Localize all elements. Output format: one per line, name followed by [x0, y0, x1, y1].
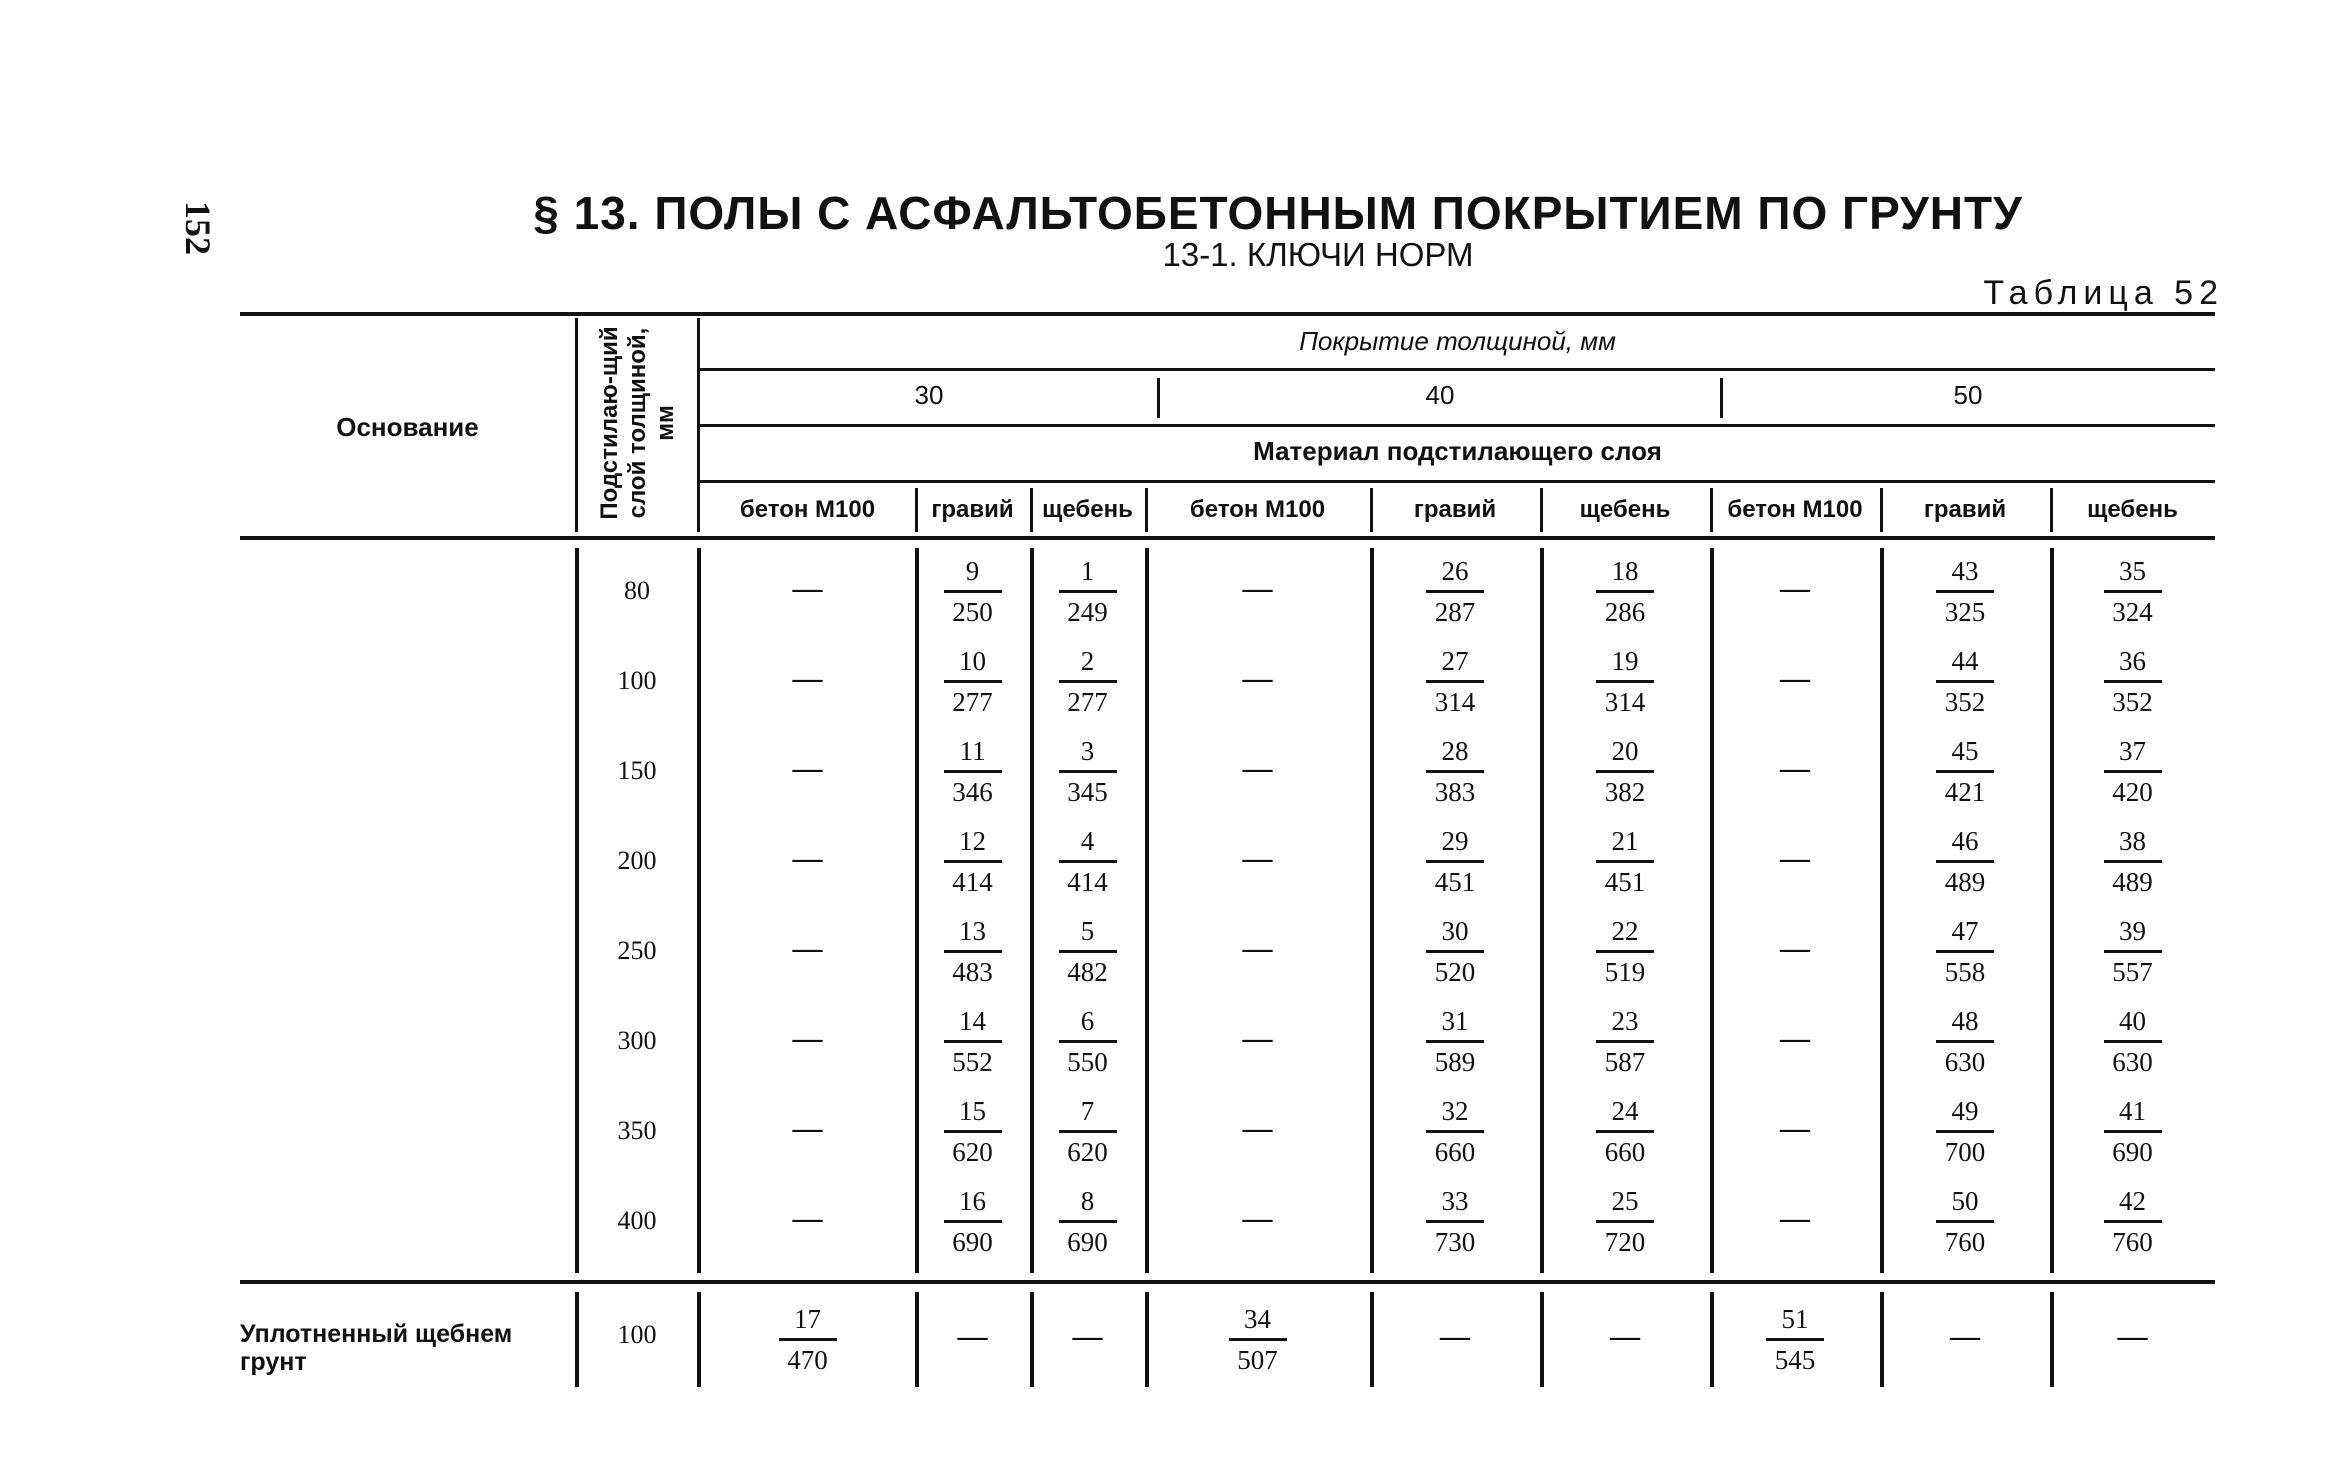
fraction-bar [1936, 1130, 1994, 1133]
fraction-numerator: 6 [1080, 1006, 1095, 1036]
empty-cell-dash: — [792, 932, 823, 965]
fraction-denominator: 483 [952, 957, 993, 987]
empty-cell-dash: — [1780, 1022, 1810, 1055]
body-column-rule [1145, 548, 1149, 1273]
fraction-numerator: 11 [959, 736, 986, 766]
fraction-bar [1596, 1220, 1654, 1223]
fraction-bar [1426, 1040, 1484, 1043]
fraction-numerator: 40 [2119, 1006, 2146, 1036]
fraction-bar [1936, 590, 1994, 593]
empty-cell-dash: — [1780, 662, 1810, 695]
fraction-denominator: 489 [2112, 867, 2153, 897]
empty-cell-dash: — [1780, 932, 1810, 965]
empty-cell-dash: — [1242, 1112, 1273, 1145]
body-column-rule [1370, 1292, 1374, 1387]
norm-key-fraction [1053, 1186, 1123, 1257]
body-column-rule [1710, 548, 1714, 1273]
empty-cell-dash: — [1950, 1320, 1980, 1353]
norm-key-fraction [1053, 916, 1123, 987]
fraction-bar [1596, 680, 1654, 683]
fraction-numerator: 23 [1611, 1006, 1639, 1036]
norm-key-fraction [938, 736, 1008, 807]
column-header: щебень [1579, 496, 1671, 523]
norm-key-fraction [1420, 1096, 1490, 1167]
page-number: 152 [178, 201, 218, 255]
norm-key-fraction [1053, 1006, 1123, 1077]
fraction-denominator: 482 [1067, 957, 1108, 987]
fraction-denominator: 507 [1237, 1345, 1278, 1375]
body-column-rule [1145, 1292, 1149, 1387]
body-column-rule [915, 1292, 919, 1387]
underlayer-header: Подстилаю-щий слой толщиной, мм [595, 326, 679, 520]
fraction-denominator: 383 [1434, 777, 1476, 807]
fraction-denominator: 589 [1434, 1047, 1476, 1077]
thickness-40: 40 [1425, 380, 1455, 410]
norm-key-fraction [938, 646, 1008, 717]
empty-cell-dash: — [1780, 1112, 1810, 1145]
norm-key-fraction [1420, 916, 1490, 987]
body-column-rule [1370, 548, 1374, 1273]
fraction-denominator: 690 [952, 1227, 993, 1257]
fraction-numerator: 7 [1080, 1096, 1095, 1126]
norm-key-fraction [1053, 1096, 1123, 1167]
column-header-separator [1370, 488, 1373, 532]
norm-key-fraction [938, 1006, 1008, 1077]
fraction-denominator: 720 [1604, 1227, 1646, 1257]
fraction-bar [1059, 1220, 1117, 1223]
fraction-denominator: 249 [1067, 597, 1108, 627]
body-column-rule [1030, 548, 1034, 1273]
fraction-bar [1059, 950, 1117, 953]
fraction-numerator: 29 [1441, 826, 1469, 856]
fraction-numerator: 51 [1781, 1304, 1809, 1334]
empty-cell-dash: — [1780, 572, 1810, 605]
fraction-denominator: 690 [1067, 1227, 1108, 1257]
fraction-denominator: 352 [1944, 687, 1986, 717]
underlayer-thickness: 200 [617, 846, 657, 875]
fraction-numerator: 22 [1611, 916, 1639, 946]
fraction-bar [1936, 1220, 1994, 1223]
fraction-denominator: 421 [1944, 777, 1986, 807]
basis-header: Основание [336, 412, 479, 442]
fraction-bar [944, 590, 1002, 593]
fraction-numerator: 1 [1080, 556, 1095, 586]
fraction-numerator: 43 [1951, 556, 1979, 586]
material-header: Материал подстилающего слоя [1253, 436, 1662, 466]
fraction-bar [1766, 1338, 1824, 1341]
fraction-denominator: 630 [2112, 1047, 2153, 1077]
fraction-bar [1059, 770, 1117, 773]
fraction-denominator: 314 [1604, 687, 1646, 717]
fraction-numerator: 9 [965, 556, 980, 586]
fraction-numerator: 3 [1080, 736, 1095, 766]
fraction-bar [944, 950, 1002, 953]
norm-key-fraction [938, 556, 1008, 627]
fraction-numerator: 19 [1611, 646, 1639, 676]
empty-cell-dash: — [792, 572, 823, 605]
fraction-denominator: 277 [1067, 687, 1108, 717]
fraction-bar [1426, 1220, 1484, 1223]
fraction-numerator: 45 [1951, 736, 1979, 766]
fraction-numerator: 50 [1951, 1186, 1979, 1216]
empty-cell-dash: — [1242, 842, 1273, 875]
norm-key-fraction [773, 1304, 843, 1375]
fraction-numerator: 25 [1611, 1186, 1639, 1216]
column-header: гравий [1923, 496, 2007, 523]
norm-key-fraction [1420, 826, 1490, 897]
fraction-numerator: 33 [1441, 1186, 1469, 1216]
empty-cell-dash: — [1072, 1320, 1103, 1353]
fraction-numerator: 16 [959, 1186, 986, 1216]
fraction-bar [1596, 590, 1654, 593]
fraction-bar [1426, 770, 1484, 773]
fraction-denominator: 414 [1067, 867, 1108, 897]
fraction-denominator: 277 [952, 687, 993, 717]
fraction-denominator: 352 [2112, 687, 2153, 717]
fraction-bar [1059, 860, 1117, 863]
fraction-denominator: 470 [787, 1345, 828, 1375]
fraction-numerator: 46 [1951, 826, 1979, 856]
column-header-separator [1030, 488, 1033, 532]
norm-key-fraction [1420, 556, 1490, 627]
coating-header: Покрытие толщиной, мм [1299, 326, 1616, 356]
fraction-numerator: 49 [1951, 1096, 1979, 1126]
fraction-denominator: 545 [1774, 1345, 1816, 1375]
norm-key-fraction [2098, 1096, 2168, 1167]
fraction-denominator: 451 [1434, 867, 1476, 897]
coating-rule [700, 368, 2215, 371]
fraction-bar [944, 680, 1002, 683]
fraction-denominator: 286 [1604, 597, 1646, 627]
fraction-numerator: 10 [959, 646, 986, 676]
norm-key-fraction [1053, 556, 1123, 627]
body-column-rule [915, 548, 919, 1273]
norm-key-fraction [1590, 1096, 1660, 1167]
underlayer-thickness: 100 [617, 666, 657, 695]
norm-key-fraction [2098, 556, 2168, 627]
fraction-bar [944, 860, 1002, 863]
norm-key-fraction [1420, 646, 1490, 717]
fraction-bar [2104, 1130, 2162, 1133]
fraction-denominator: 552 [952, 1047, 993, 1077]
fraction-numerator: 12 [959, 826, 986, 856]
fraction-denominator: 760 [1944, 1227, 1986, 1257]
fraction-bar [1596, 1130, 1654, 1133]
fraction-numerator: 28 [1441, 736, 1469, 766]
column-header: гравий [931, 496, 1014, 523]
fraction-denominator: 451 [1604, 867, 1646, 897]
table-top-rule [240, 312, 2215, 316]
fraction-bar [779, 1338, 837, 1341]
norm-key-fraction [938, 916, 1008, 987]
body-column-rule [697, 548, 701, 1273]
body-column-rule [697, 1292, 701, 1387]
fraction-bar [2104, 1040, 2162, 1043]
table-label: Таблица 52 [1983, 274, 2224, 312]
fraction-numerator: 24 [1611, 1096, 1639, 1126]
fraction-denominator: 620 [1067, 1137, 1108, 1167]
fraction-bar [1059, 1130, 1117, 1133]
fraction-denominator: 324 [2112, 597, 2153, 627]
fraction-denominator: 325 [1944, 597, 1986, 627]
body-column-rule [575, 548, 579, 1273]
empty-cell-dash: — [1780, 842, 1810, 875]
norm-key-fraction [2098, 826, 2168, 897]
norm-key-fraction [1590, 646, 1660, 717]
fraction-numerator: 47 [1951, 916, 1979, 946]
norm-key-fraction [1053, 826, 1123, 897]
empty-cell-dash: — [792, 1202, 823, 1235]
empty-cell-dash: — [792, 842, 823, 875]
norm-key-fraction [1930, 916, 2000, 987]
fraction-denominator: 620 [952, 1137, 993, 1167]
norm-key-fraction [2098, 1006, 2168, 1077]
fraction-bar [944, 1130, 1002, 1133]
column-header-separator [1145, 488, 1148, 532]
body-column-rule [1710, 1292, 1714, 1387]
fraction-denominator: 730 [1434, 1227, 1476, 1257]
fraction-bar [1596, 1040, 1654, 1043]
body-column-rule [2050, 1292, 2054, 1387]
header-bottom-rule [240, 536, 2215, 540]
norm-key-fraction [2098, 646, 2168, 717]
norm-key-fraction [2098, 736, 2168, 807]
fraction-denominator: 420 [2112, 777, 2153, 807]
column-header: щебень [2087, 496, 2178, 523]
underlayer-thickness: 100 [617, 1320, 657, 1349]
column-header-separator [1540, 488, 1543, 532]
fraction-numerator: 20 [1611, 736, 1639, 766]
fraction-numerator: 21 [1611, 826, 1639, 856]
fraction-numerator: 38 [2119, 826, 2146, 856]
fraction-denominator: 346 [952, 777, 993, 807]
fraction-denominator: 700 [1944, 1137, 1986, 1167]
underlayer-thickness: 350 [617, 1116, 657, 1145]
empty-cell-dash: — [1780, 1202, 1810, 1235]
fraction-numerator: 8 [1080, 1186, 1095, 1216]
column-header: щебень [1042, 496, 1133, 523]
column-header-separator [915, 488, 918, 532]
fraction-denominator: 557 [2112, 957, 2153, 987]
fraction-bar [1936, 770, 1994, 773]
fraction-bar [1936, 680, 1994, 683]
norm-key-fraction [1223, 1304, 1293, 1375]
fraction-bar [1936, 950, 1994, 953]
norm-key-fraction [1930, 646, 2000, 717]
body-column-rule [1030, 1292, 1034, 1387]
column-header-separator [2050, 488, 2053, 532]
empty-cell-dash: — [792, 662, 823, 695]
column-header: бетон М100 [1189, 496, 1326, 523]
underlayer-thickness: 400 [617, 1206, 657, 1235]
column-header-separator [1880, 488, 1883, 532]
fraction-numerator: 2 [1080, 646, 1095, 676]
column-header-separator [1710, 488, 1713, 532]
norm-key-fraction [1590, 1006, 1660, 1077]
column-header: бетон М100 [739, 496, 876, 523]
fraction-bar [2104, 950, 2162, 953]
norm-key-fraction [1590, 736, 1660, 807]
thickness-30: 30 [914, 380, 944, 410]
empty-cell-dash: — [792, 752, 823, 785]
underlayer-thickness: 80 [624, 576, 650, 605]
fraction-numerator: 36 [2119, 646, 2146, 676]
fraction-bar [944, 770, 1002, 773]
fraction-numerator: 44 [1951, 646, 1979, 676]
fraction-numerator: 31 [1441, 1006, 1469, 1036]
norm-key-fraction [1930, 736, 2000, 807]
fraction-numerator: 14 [959, 1006, 986, 1036]
norm-key-fraction [1590, 826, 1660, 897]
norm-key-fraction [1590, 916, 1660, 987]
column-header: гравий [1413, 496, 1497, 523]
empty-cell-dash: — [1242, 662, 1273, 695]
fraction-numerator: 26 [1441, 556, 1469, 586]
fraction-bar [1936, 860, 1994, 863]
norm-key-fraction [2098, 1186, 2168, 1257]
norm-key-fraction [1420, 736, 1490, 807]
fraction-denominator: 520 [1434, 957, 1476, 987]
fraction-denominator: 550 [1067, 1047, 1108, 1077]
material-rule [700, 480, 2215, 483]
empty-cell-dash: — [1440, 1320, 1470, 1353]
fraction-denominator: 760 [2112, 1227, 2153, 1257]
underlayer-thickness: 250 [617, 936, 657, 965]
fraction-bar [1426, 950, 1484, 953]
fraction-bar [1426, 680, 1484, 683]
fraction-denominator: 690 [2112, 1137, 2153, 1167]
body-column-rule [1880, 1292, 1884, 1387]
fraction-bar [1936, 1040, 1994, 1043]
fraction-bar [944, 1040, 1002, 1043]
empty-cell-dash: — [1242, 572, 1273, 605]
fraction-denominator: 414 [952, 867, 993, 897]
fraction-bar [2104, 590, 2162, 593]
norm-key-fraction [1053, 736, 1123, 807]
fraction-numerator: 34 [1244, 1304, 1271, 1334]
norm-key-fraction [1420, 1006, 1490, 1077]
empty-cell-dash: — [1242, 1202, 1273, 1235]
fraction-bar [1426, 590, 1484, 593]
fraction-numerator: 48 [1951, 1006, 1979, 1036]
fraction-numerator: 15 [959, 1096, 986, 1126]
section-title: § 13. ПОЛЫ С АСФАЛЬТОБЕТОННЫМ ПОКРЫТИЕМ ПО ГРУНТУ [533, 187, 2023, 239]
fraction-bar [1229, 1338, 1287, 1341]
norm-key-fraction [1420, 1186, 1490, 1257]
fraction-denominator: 382 [1604, 777, 1646, 807]
fraction-bar [1596, 860, 1654, 863]
underlayer-header-cell [575, 318, 700, 528]
body-column-rule [1540, 548, 1544, 1273]
norm-key-fraction [1590, 1186, 1660, 1257]
body-column-rule [2050, 548, 2054, 1273]
fraction-bar [1596, 770, 1654, 773]
empty-cell-dash: — [792, 1112, 823, 1145]
fraction-bar [944, 1220, 1002, 1223]
empty-cell-dash: — [1242, 1022, 1273, 1055]
empty-cell-dash: — [1780, 752, 1810, 785]
fraction-numerator: 37 [2119, 736, 2146, 766]
fraction-bar [2104, 860, 2162, 863]
column-header: бетон М100 [1727, 496, 1863, 523]
underlayer-thickness: 300 [617, 1026, 657, 1055]
norm-key-fraction [938, 1186, 1008, 1257]
section-subtitle: 13-1. КЛЮЧИ НОРМ [1162, 236, 1474, 273]
fraction-numerator: 5 [1080, 916, 1095, 946]
norm-key-fraction [1053, 646, 1123, 717]
fraction-numerator: 42 [2119, 1186, 2146, 1216]
norm-key-fraction [1590, 556, 1660, 627]
fraction-denominator: 250 [952, 597, 993, 627]
fraction-bar [2104, 770, 2162, 773]
empty-cell-dash: — [1242, 752, 1273, 785]
fraction-bar [1426, 860, 1484, 863]
basis-compacted-soil: Уплотненный щебнем грунт [240, 1320, 513, 1376]
fraction-bar [2104, 1220, 2162, 1223]
fraction-bar [1426, 1130, 1484, 1133]
fraction-denominator: 630 [1944, 1047, 1986, 1077]
fraction-denominator: 587 [1604, 1047, 1646, 1077]
norm-key-fraction [938, 1096, 1008, 1167]
fraction-numerator: 32 [1441, 1096, 1469, 1126]
fraction-denominator: 660 [1604, 1137, 1646, 1167]
norm-key-fraction [1760, 1304, 1830, 1375]
norm-key-fraction [1930, 556, 2000, 627]
fraction-numerator: 30 [1441, 916, 1469, 946]
norm-key-fraction [1930, 1006, 2000, 1077]
fraction-numerator: 39 [2119, 916, 2146, 946]
fraction-denominator: 489 [1944, 867, 1986, 897]
empty-cell-dash: — [2117, 1320, 2148, 1353]
fraction-numerator: 17 [794, 1304, 821, 1334]
fraction-numerator: 35 [2119, 556, 2146, 586]
fraction-denominator: 558 [1944, 957, 1986, 987]
norm-key-fraction [2098, 916, 2168, 987]
fraction-numerator: 18 [1611, 556, 1639, 586]
fraction-denominator: 660 [1434, 1137, 1476, 1167]
fraction-denominator: 287 [1434, 597, 1476, 627]
norm-key-fraction [1930, 1186, 2000, 1257]
empty-cell-dash: — [1610, 1320, 1640, 1353]
fraction-bar [2104, 680, 2162, 683]
norm-key-fraction [938, 826, 1008, 897]
fraction-numerator: 13 [959, 916, 986, 946]
body-column-rule [1540, 1292, 1544, 1387]
fraction-bar [1059, 590, 1117, 593]
fraction-bar [1059, 680, 1117, 683]
fraction-denominator: 345 [1067, 777, 1108, 807]
fraction-bar [1059, 1040, 1117, 1043]
fraction-numerator: 41 [2119, 1096, 2146, 1126]
norm-key-fraction [1930, 1096, 2000, 1167]
empty-cell-dash: — [1242, 932, 1273, 965]
fraction-numerator: 27 [1441, 646, 1469, 676]
empty-cell-dash: — [792, 1022, 823, 1055]
body-column-rule [575, 1292, 579, 1387]
norm-key-fraction [1930, 826, 2000, 897]
fraction-denominator: 314 [1434, 687, 1476, 717]
section-divider-rule [240, 1280, 2215, 1284]
fraction-numerator: 4 [1080, 826, 1095, 856]
empty-cell-dash: — [957, 1320, 988, 1353]
thickness-rule [700, 424, 2215, 427]
underlayer-thickness: 150 [617, 756, 657, 785]
fraction-bar [1596, 950, 1654, 953]
fraction-denominator: 519 [1604, 957, 1646, 987]
body-column-rule [1880, 548, 1884, 1273]
thickness-50: 50 [1953, 380, 1983, 410]
